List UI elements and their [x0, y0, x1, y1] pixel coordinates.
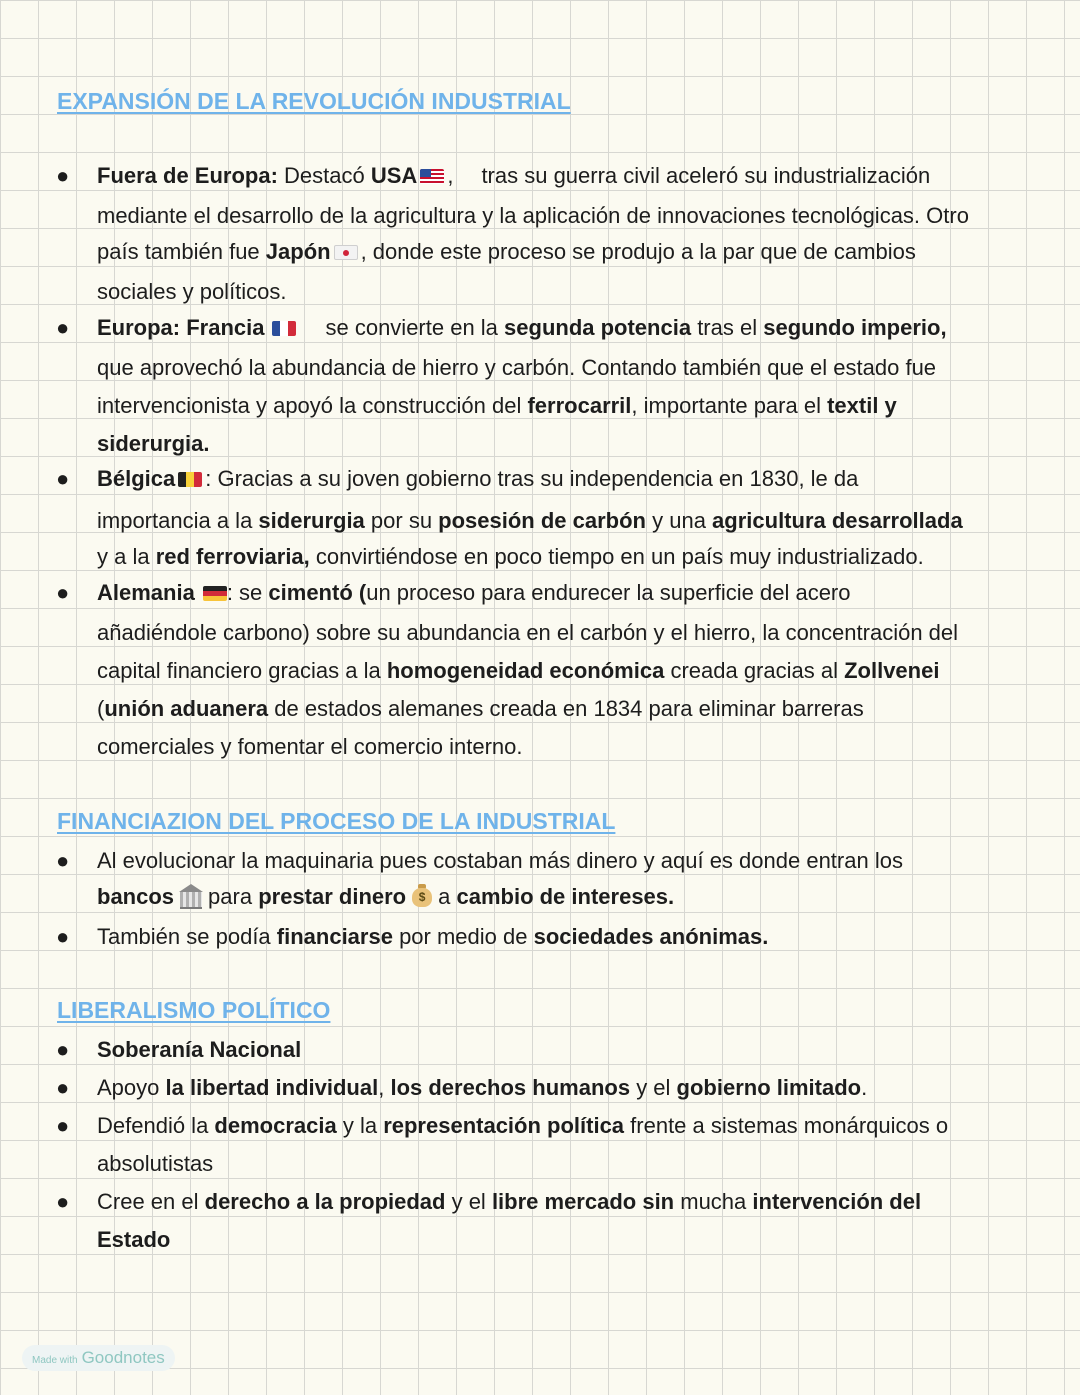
bullet: ● — [56, 1037, 70, 1062]
bullet: ● — [56, 1189, 70, 1214]
bullet: ● — [56, 924, 70, 949]
bullet: ● — [56, 848, 70, 873]
term-fuera-de-europa: Fuera de Europa: — [97, 163, 278, 188]
list-item-francia: Europa: Francia se convierte en la segunda potencia tras el segundo imperio, que aprovechó la abundancia de hierro y carbón. Contando también que el estado fue intervencionista y apoyó la construcción del ferrocarril, importante para el textil y siderurgia. — [97, 315, 947, 456]
section-title-liberalismo: LIBERALISMO POLÍTICO — [57, 997, 331, 1023]
section-title-expansion: EXPANSIÓN DE LA REVOLUCIÓN INDUSTRIAL — [57, 88, 571, 114]
bullet: ● — [56, 1113, 70, 1138]
belgium-flag-icon — [178, 472, 202, 487]
list-item-libertad: Apoyo la libertad individual, los derechos humanos y el gobierno limitado. — [97, 1075, 868, 1100]
list-item-alemania: Alemania : se cimentó (un proceso para endurecer la superficie del acero añadiéndole carbono) sobre su abundancia en el carbón y el hierro, la concentración del capital financiero gracias a la homogeneidad económica creada gracias al Zollvenei (unión aduanera de estados alemanes creada en 1834 para eliminar barreras comerciales y fomentar el comercio interno. — [97, 580, 959, 759]
list-item-democracia: Defendió la democracia y la representación política frente a sistemas monárquicos o absolutistas — [97, 1113, 949, 1176]
bullet: ● — [56, 163, 70, 188]
usa-flag-icon — [420, 169, 444, 184]
japan-flag-icon — [334, 245, 358, 260]
list-item-belgica: Bélgica : Gracias a su joven gobierno tras su independencia en 1830, le da importancia a la siderurgia por su posesión de carbón y una agricultura desarrollada y a la red ferroviaria, convirtiéndose en poco tiempo en un país muy industrializado. — [97, 466, 963, 569]
bullet: ● — [56, 580, 70, 605]
bullet: ● — [56, 1075, 70, 1100]
money-bag-icon — [412, 884, 432, 908]
list-item-soberania: Soberanía Nacional — [97, 1037, 302, 1062]
list-item-bancos: Al evolucionar la maquinaria pues costaban más dinero y aquí es donde entran los bancos para prestar dinero$ a cambio de intereses. — [97, 842, 903, 916]
goodnotes-logo: Goodnotes — [81, 1348, 165, 1367]
list-item-sociedades: También se podía financiarse por medio de sociedades anónimas. — [97, 924, 769, 949]
france-flag-icon — [272, 321, 296, 336]
goodnotes-watermark: Made with Goodnotes — [22, 1345, 175, 1371]
bank-icon — [178, 884, 204, 908]
bullet: ● — [56, 315, 70, 340]
list-item-fuera-de-europa: Fuera de Europa: Destacó USA , tras su guerra civil aceleró su industrialización mediante el desarrollo de la agricultura y la aplicación de innovaciones tecnológicas. Otro país también fue Japón , donde este proceso se produjo a la par que de cambios sociales y políticos. — [97, 163, 969, 304]
bullet: ● — [56, 466, 70, 491]
germany-flag-icon — [203, 586, 227, 601]
list-item-propiedad: Cree en el derecho a la propiedad y el libre mercado sin mucha intervención del Estado — [97, 1189, 922, 1252]
section-title-financiacion: FINANCIAZION DEL PROCESO DE LA INDUSTRIAL — [57, 808, 616, 834]
